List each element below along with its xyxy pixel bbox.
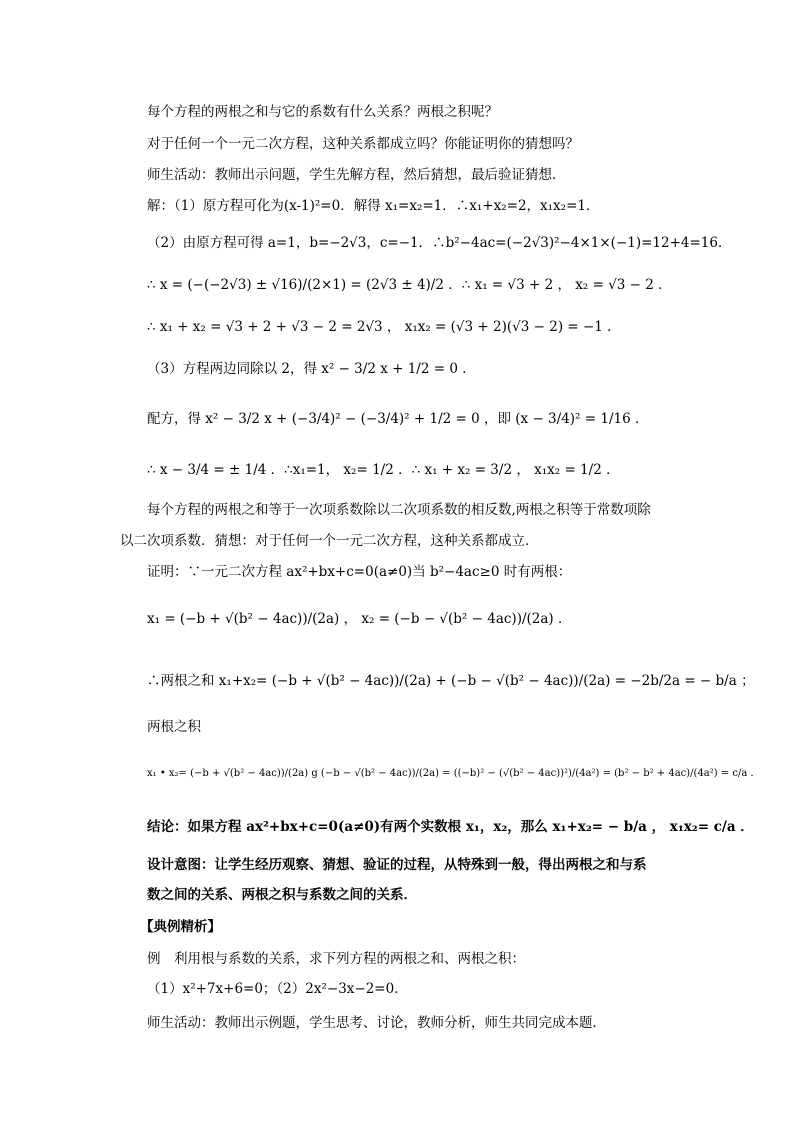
proof-intro-line: 证明：∵一元二次方程 ax²+bx+c=0(a≠0)当 b²−4ac≥0 时有两根： [147, 564, 572, 580]
observation-line-2: 以二次项系数．猜想：对于任何一个一元二次方程，这种关系都成立． [120, 533, 539, 549]
proof-sum-line: ∴两根之和 x₁+x₂= (−b + √(b² − 4ac))/(2a) + (−b − √(b² − 4ac))/(2a) = −2b/2a = − b/a ； [147, 673, 755, 689]
example-section-heading: 【典例精析】 [140, 919, 221, 935]
solution-part-1: 解：（1）原方程可化为(x-1)²=0．解得 x₁=x₂=1．∴x₁+x₂=2，x₁x₂=1． [147, 198, 600, 214]
design-intent-line-1: 设计意图：让学生经历观察、猜想、验证的过程，从特殊到一般，得出两根之和与系 [147, 857, 647, 873]
activity-line: 师生活动：教师出示问题，学生先解方程，然后猜想，最后验证猜想． [147, 167, 566, 183]
roots-formula-line: ∴ x = (−(−2√3) ± √16)/(2×1) = (2√3 ± 4)/2 ．∴ x₁ = √3 + 2 ， x₂ = √3 − 2 ． [147, 277, 672, 293]
question-line-1: 每个方程的两根之和与它的系数有什么关系？两根之积呢？ [147, 104, 498, 120]
proof-roots-line: x₁ = (−b + √(b² − 4ac))/(2a) ， x₂ = (−b − √(b² − 4ac))/(2a) ． [147, 611, 572, 627]
design-intent-line-2: 数之间的关系、两根之积与系数之间的关系． [147, 887, 417, 903]
solution-part-3: （3）方程两边同除以 2，得 x² − 3/2 x + 1/2 = 0 ． [147, 361, 476, 377]
question-line-2: 对于任何一个一元二次方程，这种关系都成立吗？你能证明你的猜想吗？ [147, 136, 579, 152]
observation-line-1: 每个方程的两根之和等于一次项系数除以二次项系数的相反数,两根之积等于常数项除 [147, 502, 651, 518]
part-3-roots-line: ∴ x − 3/4 = ± 1/4 ．∴x₁=1， x₂= 1/2 ．∴ x₁ + x₂ = 3/2 ， x₁x₂ = 1/2 ． [147, 462, 620, 478]
roots-sum-product-line: ∴ x₁ + x₂ = √3 + 2 + √3 − 2 = 2√3 ， x₁x₂ = (√3 + 2)(√3 − 2) = −1 ． [147, 319, 621, 335]
example-activity-line: 师生活动：教师出示例题，学生思考、讨论，教师分析，师生共同完成本题． [147, 1015, 606, 1031]
product-heading: 两根之积 [147, 719, 201, 735]
complete-square-line: 配方，得 x² − 3/2 x + (−3/4)² − (−3/4)² + 1/2 = 0 ，即 (x − 3/4)² = 1/16 ． [147, 411, 649, 427]
example-prompt-line: 例 利用根与系数的关系，求下列方程的两根之和、两根之积： [147, 951, 525, 967]
example-equations-line: （1）x²+7x+6=0；（2）2x²−3x−2=0． [147, 981, 408, 997]
solution-part-2: （2）由原方程可得 a=1，b=−2√3，c=−1．∴b²−4ac=(−2√3)²−4×1×(−1)=12+4=16． [147, 235, 732, 251]
proof-product-line: x₁ • x₂= (−b + √(b² − 4ac))/(2a) g (−b − √(b² − 4ac))/(2a) = ((−b)² − (√(b² − 4ac))²)/(4a²) = (b² − b² + 4ac)/(4a²) = c/a ． [147, 768, 761, 779]
conclusion-line: 结论：如果方程 ax²+bx+c=0(a≠0)有两个实数根 x₁，x₂，那么 x₁+x₂= − b/a ， x₁x₂= c/a ． [147, 819, 754, 835]
